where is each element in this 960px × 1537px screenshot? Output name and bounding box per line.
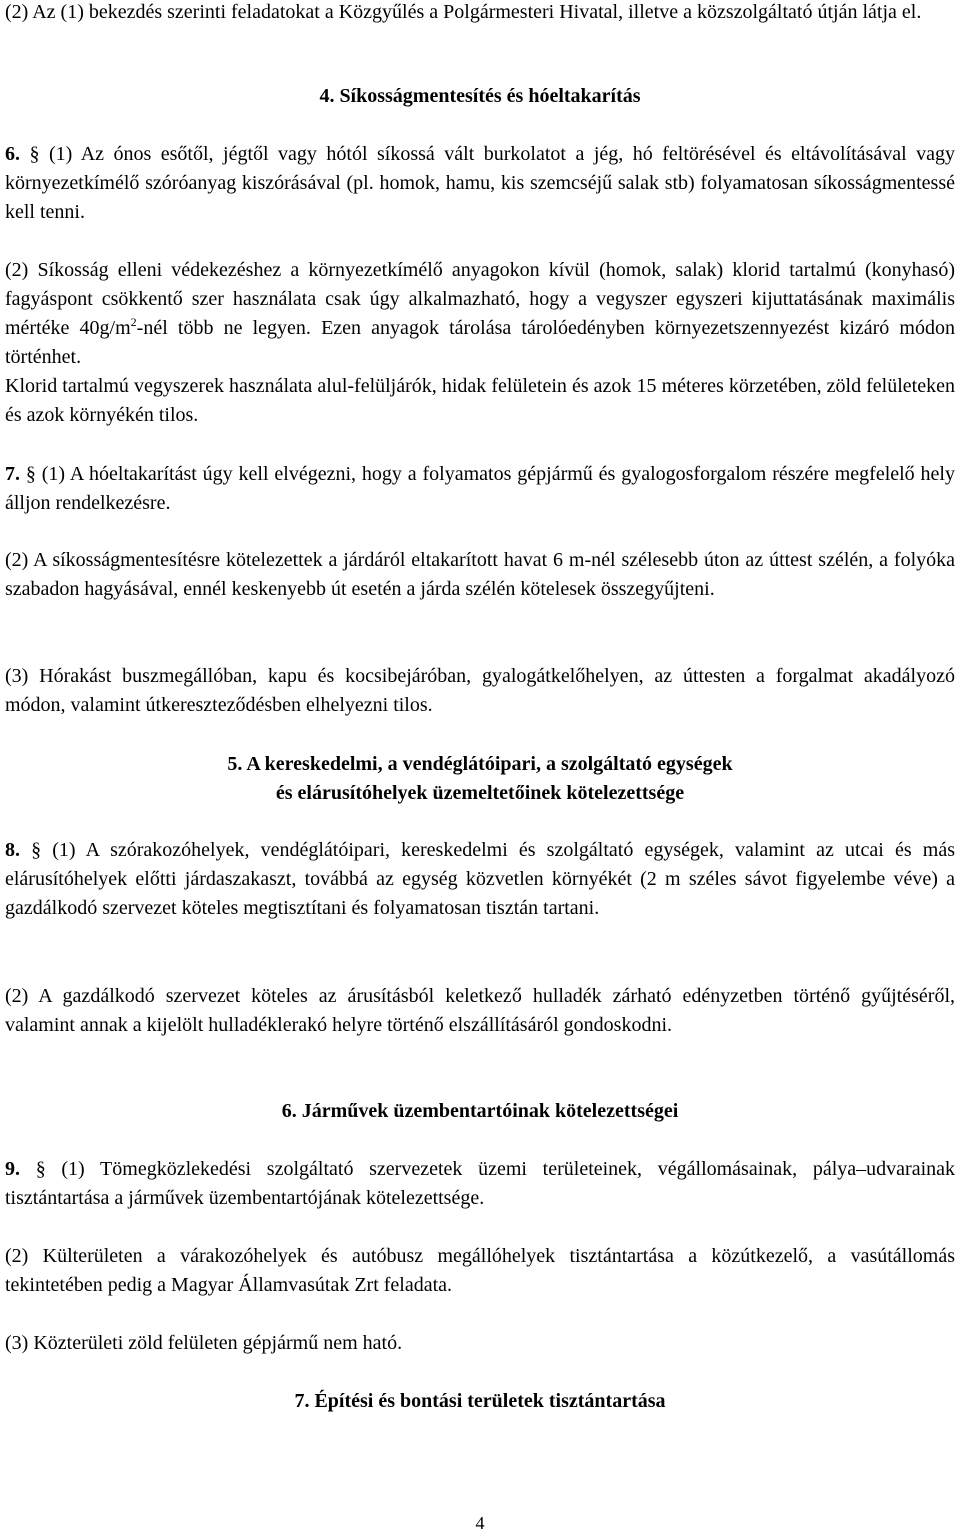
section-9-paragraph-3: (3) Közterületi zöld felületen gépjármű nem ható. [5,1332,403,1354]
section-9-text: § (1) Tömegközlekedési szolgáltató szervezetek üzemi területeinek, végállomásainak, pálya–udvarainak tisztántartása a járművek üzembentartójának kötelezettsége. [5,1158,956,1209]
section-6-paragraph-2-klorid: Klorid tartalmú vegyszerek használata alul-felüljárók, hidak felületein és azok 15 méteres körzetében, zöld felületeken és azok környékén tilos. [5,375,955,426]
section-heading-4: 4. Síkosságmentesítés és hóeltakarítás [319,85,641,107]
section-heading-5-line-2: és elárusítóhelyek üzemeltetőinek kötelezettsége [275,782,685,804]
section-8-paragraph-1 [5,836,955,923]
section-6-p2-text-b: -nél több ne legyen. Ezen anyagok tárolása tárolóedényben környezetszennyezést kizáró módon történhet. [5,317,955,368]
section-9-number: 9. [5,1158,20,1180]
section-heading-5-line-1: 5. A kereskedelmi, a vendéglátóipari, a szolgáltató egységek [227,753,733,775]
section-7-text: § (1) A hóeltakarítást úgy kell elvégezni, hogy a folyamatos gépjármű és gyalogosforgalom részére megfelelő hely álljon rendelkezésre. [5,463,955,514]
section-heading-7: 7. Építési és bontási területek tisztántartása [294,1390,666,1412]
section-6-paragraph-1 [5,140,955,227]
section-6-number: 6. [5,143,20,165]
section-7-paragraph-2: (2) A síkosságmentesítésre kötelezettek a járdáról eltakarított havat 6 m-nél szélesebb úton az úttest szélén, a folyóka szabadon hagyásával, ennél keskenyebb út esetén a járda szélén kötelesek összegyűjteni. [5,549,955,600]
section-6-p2-text-a: (2) Síkosság elleni védekezéshez a környezetkímélő anyagokon kívül (homok, salak) klorid tartalmú (konyhasó) fagyáspont csökkentő szer használata csak úgy alkalmazható, hogy a vegyszer egyszeri kijuttatásának maximális mértéke 40g/m [5,259,955,339]
section-7-paragraph-1 [5,460,955,518]
section-6-text: § (1) Az ónos esőtől, jégtől vagy hótól síkossá vált burkolatot a jég, hó feltörésével és eltávolításával vagy környezetkímélő szóróanyag kiszórásával (pl. homok, hamu, kis szemcséjű salak stb) folyamatosan síkosságmentessé kell tenni. [5,143,956,223]
section-8-paragraph-2: (2) A gazdálkodó szervezet köteles az árusításból keletkező hulladék zárható edényzetben történő gyűjtéséről, valamint annak a kijelölt hulladéklerakó helyre történő elszállításáról gondoskodni. [5,985,955,1036]
paragraph-2-continuation: (2) Az (1) bekezdés szerinti feladatokat a Közgyűlés a Polgármesteri Hivatal, illetve a közszolgáltató útján látja el. [5,1,922,23]
section-7-number: 7. [5,463,20,485]
superscript: 2 [130,315,137,329]
section-9-paragraph-2: (2) Külterületen a várakozóhelyek és autóbusz megállóhelyek tisztántartása a közútkezelő, a vasútállomás tekintetében pedig a Magyar Államvasútak Zrt feladata. [5,1245,955,1296]
page-number: 4 [475,1513,485,1533]
section-7-paragraph-3: (3) Hórakást buszmegállóban, kapu és kocsibejáróban, gyalogátkelőhelyen, az úttesten a forgalmat akadályozó módon, valamint útkereszteződésben elhelyezni tilos. [5,665,955,716]
section-8-text: § (1) A szórakozóhelyek, vendéglátóipari, kereskedelmi és szolgáltató egységek, valamint az utcai és más elárusítóhelyek előtti járdaszakaszt, továbbá az egység közvetlen környékét (2 m széles sávot figyelembe véve) a gazdálkodó szervezet köteles megtisztítani és folyamatosan tisztán tartani. [5,839,956,919]
section-heading-6: 6. Járművek üzembentartóinak kötelezettségei [281,1100,679,1122]
section-6-paragraph-2 [5,256,955,372]
section-8-number: 8. [5,839,20,861]
section-9-paragraph-1 [5,1155,955,1213]
